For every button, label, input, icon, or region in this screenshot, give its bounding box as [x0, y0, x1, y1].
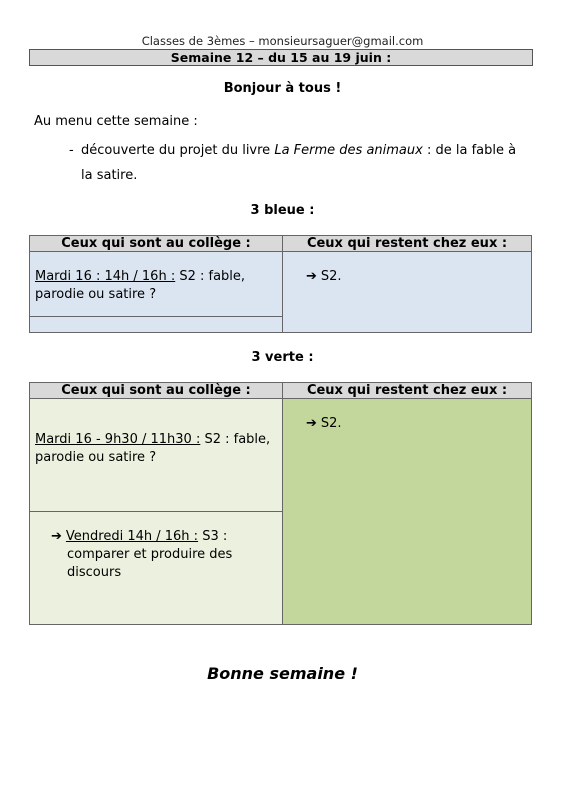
- closing-message: Bonne semaine !: [207, 664, 358, 683]
- menu-item-dash: -: [69, 143, 74, 158]
- verte-left2-text-b: comparer et produire des discours: [67, 547, 233, 580]
- header-line: Classes de 3èmes – monsieursaguer@gmail.com: [141, 34, 424, 48]
- bleue-left-date: Mardi 16 : 14h / 16h :: [35, 269, 176, 284]
- verte-col-left-header: Ceux qui sont au collège :: [30, 383, 283, 399]
- bleue-right-text: S2.: [320, 269, 342, 284]
- greeting: Bonjour à tous !: [223, 81, 342, 96]
- bleue-col-right-header: Ceux qui restent chez eux :: [283, 236, 532, 252]
- verte-right-text: S2.: [320, 416, 342, 431]
- book-title: La Ferme des animaux: [274, 143, 423, 158]
- verte-left-text: S2 : fable, parodie ou satire ?: [35, 432, 271, 465]
- arrow-icon: ➔: [306, 269, 317, 284]
- bleue-heading: 3 bleue :: [250, 203, 315, 218]
- bleue-col-left-header: Ceux qui sont au collège :: [30, 236, 283, 252]
- verte-heading: 3 verte :: [251, 350, 314, 365]
- verte-left-cell-1: [30, 399, 283, 512]
- bleue-table: [29, 235, 532, 333]
- menu-item-prefix: découverte du projet du livre: [81, 143, 271, 158]
- bleue-left-cell-1: [30, 252, 283, 317]
- arrow-icon: ➔: [306, 416, 317, 431]
- bleue-left-cell-2: [30, 317, 283, 333]
- verte-right-cell: [283, 399, 532, 625]
- week-banner: Semaine 12 – du 15 au 19 juin :: [29, 49, 533, 66]
- bleue-left-text: S2 : fable, parodie ou satire ?: [35, 269, 246, 302]
- verte-col-right-header: Ceux qui restent chez eux :: [283, 383, 532, 399]
- verte-left2-date: Vendredi 14h / 16h :: [65, 529, 199, 544]
- verte-left-cell-2: [30, 512, 283, 625]
- arrow-icon: ➔: [51, 529, 62, 544]
- menu-intro: Au menu cette semaine :: [34, 114, 198, 129]
- menu-item-text: [81, 138, 531, 188]
- verte-left-date: Mardi 16 - 9h30 / 11h30 :: [35, 432, 201, 447]
- menu-item-suffix: : de la fable à la satire.: [81, 143, 517, 183]
- menu-item: [69, 138, 531, 188]
- verte-table: [29, 382, 532, 625]
- verte-left2-text-a: S3 :: [198, 529, 228, 544]
- bleue-right-cell: [283, 252, 532, 333]
